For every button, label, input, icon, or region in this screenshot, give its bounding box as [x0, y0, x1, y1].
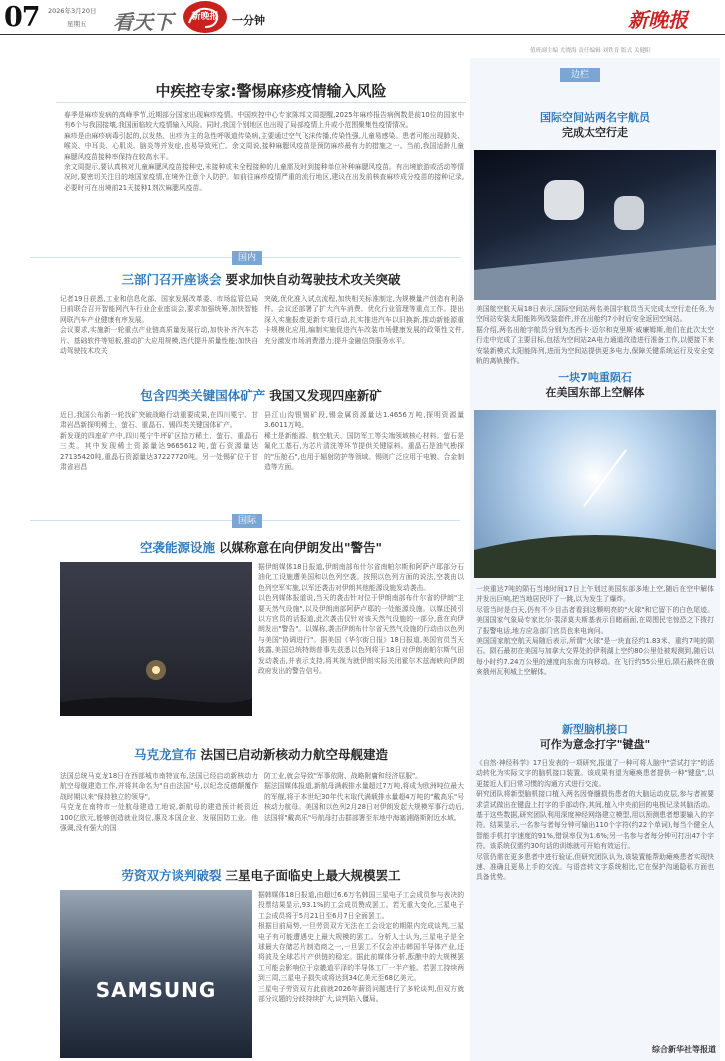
section-subtitle: 一分钟: [232, 14, 265, 27]
section-logo-text: 新晚报: [191, 12, 219, 22]
headline-meteor: [470, 370, 720, 400]
body-carrier-left: 法国总统马克龙18日在西部城市南特宣布,法国已经启动新核动力航空母舰建造工作,并将其命名为"自由法国"号,以纪念反德颠覆作战时期以来"保持独立的领导"。 马克龙在南特市一处航母建造工地说,新航母的建造预计耗资近100亿欧元,能够创造就业岗位,惠及本国企业、发展国防工业。他强调,没有强大的国: [60, 772, 258, 833]
sidebar-column: [470, 58, 720, 1061]
issue-date: 2026年3月20日: [48, 7, 97, 15]
headline-iss: [470, 110, 720, 140]
headline-meteor-line2: 在美国东部上空解体: [545, 386, 645, 399]
article-measles: [56, 80, 466, 256]
headline-iss-line1: 国际空间站两名宇航员: [540, 111, 650, 124]
body-mines-left: 近日,我国公布新一轮找矿突破战略行动重要成果,在四川冕宁、甘肃岩昌新探明稀土、萤石、重晶石、锡四类关键国体矿产。 新发现的四座矿产中,四川冕宁牛坪矿区拾万稀土、萤石、重晶石三类。其中发现稀土资源量达9665612吨,萤石资源量达27135420吨,重晶石资源量达37227720吨。另一处锡矿位于甘肃省岩昌: [60, 411, 258, 472]
caption-iss: 美国航空航天局18日表示,国际空间站两名美国宇航员当天完成太空行走任务,为空间站安装太阳能阵列改装套件,并在出舱约7小时后安全返回空间站。 据介绍,两名出舱宇航员分别为杰西卡·迈尔和克里斯·威廉姆斯,他们在此次太空行走中完成了主要目标,包括为空间站2A电力通道改造进行准备工作,以便接下来安装新模式太阳能阵列,进而为空间站提供更多电力,保障关键系统运行及安全变轨的离轨操作。: [476, 305, 714, 366]
article-carrier: [56, 745, 466, 857]
paper-logo: 新晚报: [628, 8, 688, 32]
divider: [56, 102, 466, 103]
body-carrier-right: 防工业,就会导致"军事依附、战略附庸和经济屈服"。 据法国媒体报道,新航母满载排水量超过7万吨,将成为欧洲吨位最大的军舰,将于本世纪30年代末取代满载排水量超4万吨的"戴高乐"号核动力航母。美国和以色列2月28日对伊朗发起大规模军事行动后,法国将"戴高乐"号航母打击群部署至东地中海塞浦路斯附近水域。: [264, 772, 464, 822]
photo-night-strike-art: [60, 562, 252, 716]
photo-samsung-building: [60, 890, 252, 1058]
headline-bci-line2: 可作为意念打字"键盘": [539, 738, 651, 751]
section-tag-border: 边栏: [560, 68, 600, 82]
headline-carrier: [56, 745, 466, 763]
photo-meteor-art: [474, 410, 716, 578]
headline-mines: [56, 386, 466, 404]
title-carrier: 法国已启动新核动力航空母舰建造: [200, 747, 388, 762]
title-iran: 以媒称意在向伊朗发出"警告": [218, 540, 383, 555]
footer-source: 综合新华社等报道: [652, 1045, 716, 1054]
headline-meteor-line1: 一块7吨重陨石: [558, 371, 632, 384]
body-iran: 据伊朗媒体18日报道,伊朗南部布什尔省南帕尔斯和阿萨卢耶部分石油化工设施遭美国和以色列空袭。按照以色列方面的说法,空袭由以色列空军实施,以军还袭击对伊朗其他能源设施发动袭击。 以色列媒体报道说,当天的袭击针对位于伊朗南部布什尔省的伊朗"主要天然气设施",以及伊朗南部阿萨卢耶的一处能源设施。以媒还援引以方官员的话报道,此次袭击仅针对该天然气设施的一部分,意在向伊朗发出"警告"。以媒称,袭击伊朗布什尔省天然气设施的行动由以色列与美国"协调进行"。据美国《华尔街日报》18日报道,美国官员当天披露,美国总统特朗普事先获悉以色列将于18日对伊朗南帕尔斯气田发动袭击,并表示支持,将其视为就伊朗实际关闭霍尔木兹海峡向伊朗政府发出的警告信号。: [258, 563, 464, 676]
title-autodrive: 要求加快自动驾驶技术攻关突破: [225, 272, 401, 287]
section-tag-domestic: 国内: [232, 251, 262, 265]
section-tag-intl: 国际: [232, 514, 262, 528]
kicker-mines: 包含四类关键国体矿产: [140, 388, 266, 403]
kicker-iran: 空袭能源设施: [139, 540, 215, 555]
body-mines-right: 县江山沟银锡矿段,锡金属资源量达1.4656万吨,探明资源量3.6011万吨。 稀土是新能源、航空航天、国防军工等尖端领域核心材料。萤石是氟化工基石,为芯片清洗等环节提供关键原料。重晶石是油气勘探的"压舱石",也用于辐射防护等领域。锡则广泛应用于电镀、合金制造等方面。: [264, 411, 464, 472]
masthead-rule: [0, 34, 725, 35]
title-samsung: 三星电子面临史上最大规模罢工: [225, 868, 401, 883]
kicker-carrier: 马克龙宣布: [133, 747, 197, 762]
body-samsung: 据韩媒体18日报道,由超过6.6万名韩国三星电子工会成员参与表决的投票结果显示,93.1%的工会成员赞成罢工。若无重大变化,三星电子工会成员将于5月21日至6月7日全面罢工。 根据目前局势,一旦劳资双方无法在工会设定的期限内完成谈判,三星电子有可能遭遇史上最大规模的罢工。分析人士认为,三星电子是全球最大存储芯片制造商之一,一旦罢工不仅会冲击韩国半导体产业,还将波及全球芯片产供链的稳定。据此前媒体分析,酝酿中的大规模罢工可能会影响位于京畿道平泽的半导体工厂一半产能。若罢工持续两到三周,三星电子损失或将达到34亿美元至68亿美元。 三星电子劳资双方此前就2026年薪资问题进行了多轮谈判,但双方就部分议题的分歧持续扩大,谈判陷入僵局。: [258, 891, 464, 1004]
headline-bci-line1: 新型脑机接口: [562, 723, 628, 736]
article-samsung: [56, 866, 466, 1061]
headline-measles: 中疾控专家:警惕麻疹疫情输入风险: [155, 82, 387, 100]
article-autodrive: [56, 270, 466, 380]
photo-spacewalk-art: [474, 150, 716, 300]
body-autodrive-left: 记者19日获悉,工业和信息化部、国家发展改革委、市场监管总局日前联合召开智能网汽车行业企业座谈会,要求加强统筹,加快智能网联汽车产业健康有序发展。 会议要求,实施新一轮重点产业链高质量发展行动,加快补齐汽车芯片、基础软件等短板,推动扩大应用规模,迭代提升质量性能;加快自动驾驶技术攻关: [60, 295, 258, 356]
headline-iss-line2: 完成太空行走: [562, 126, 628, 139]
body-measles: 春季是麻疹发病的高峰季节,近期部分国家出现麻疹疫情。中国疾控中心专家陈邦文周提醒,2025年麻疹报告病例数是前10位的国家中有6个与我国接壤,我国面临较大疫情输入风险。同时,我国个别地区也出现了局部疫情上升或小范围聚集性疫情情况。 麻疹是由麻疹病毒引起的,以发热、出疹为主的急性呼吸道传染病,主要通过空气飞沫传播,传染性强,儿童易感染。患者可能出现肺炎、喉炎、中耳炎、心肌炎、脑炎等并发症,也易导致死亡。余文周说,接种麻腮风疫苗是预防麻疹最有力的措施之一。当前,我国适龄儿童麻腮风疫苗接种率保持在较高水平。 余文周提示,要认真核对儿童麻腮风疫苗接种史,未接种或未全程接种的儿童需及时到接种单位补种麻腮风疫苗。有出境旅游或活动等情况时,要密切关注目的地国家疫情,在境外注意个人防护。如前往麻疹疫情严重的流行地区,建议在出发前核查麻疹成分疫苗的接种记录,必要时可在出境前21天接种1剂次麻腮风疫苗。: [64, 111, 464, 192]
headline-autodrive: [56, 270, 466, 288]
title-mines: 我国又发现四座新矿: [269, 388, 382, 403]
headline-bci: [470, 722, 720, 752]
page-number: 07: [4, 2, 40, 33]
photo-night-strike: [60, 562, 252, 716]
kicker-samsung: 劳资双方谈判破裂: [121, 868, 222, 883]
section-title: 看天下: [113, 10, 173, 34]
photo-spacewalk: [474, 150, 716, 300]
article-mines: [56, 386, 466, 502]
headline-iran: [56, 538, 466, 556]
article-iran: [56, 538, 466, 738]
photo-meteor: [474, 410, 716, 578]
kicker-autodrive: 三部门召开座谈会: [121, 272, 222, 287]
body-bci: 《自然·神经科学》17日发表的一项研究,报道了一种可将人脑中"尝试打字"的活动转化为实际文字的脑机接口装置。该成果有望为瘫痪患者提供一种"键盘",以更接近人们日常习惯的沟通方式进行交流。 研究团队将新型脑机接口植入两名因脊髓损伤患者的大脑运动皮层,参与者被要求尝试做出在键盘上打字的手部动作,其间,植入中央前回的电极记录其脑活动。基于这些数据,研究团队利用深度神经网络建立模型,用以预测患者想要输入的字符。结果显示,一名参与者每分钟可输出110个字符(约22个单词),每当个健全人智能手机打字速度的91%,错误率仅为1.6%;另一名参与者每分钟可打出47个字符。该系统仅需约30句话的训练就可开始有效运行。 尽管仍需在更多患者中进行验证,但研究团队认为,该装置能帮助瘫痪患者实现快速、准确且更易上手的交流。与语音转文字系统相比,它在保护沟通隐私方面也具备优势。: [476, 759, 714, 882]
editor-credits: 值班副主编 尤晓海 责任编辑 刘铁肯 版式 关健阳: [530, 48, 651, 54]
issue-weekday: 星期五: [67, 20, 87, 28]
masthead: [0, 0, 725, 34]
section-logo: [183, 1, 227, 33]
samsung-sign: SAMSUNG: [95, 978, 217, 1002]
headline-samsung: [56, 866, 466, 884]
body-autodrive-right: 突破,优化准入试点流程,加快相关标准制定,为规模量产创造有利条件。会议还部署了扩大汽车消费、优化行业管理等重点工作。提出深入实施报废更新专项行动,扎实推进汽车以旧换新,推动新能源重卡规模化应用,编制实施促进汽车改装市场健康发展的政策性文件,充分激发市场消费潜力;提升金融信贷服务水平。: [264, 295, 464, 345]
caption-meteor: 一块重达7吨的陨石当地时间17日上午划过美国东部多地上空,随后在空中解体并发出巨响,把当地居民吓了一跳,以为发生了爆炸。 尽管当时是白天,仍有不少目击者看到这颗明亮的"火球"和它留下的白色尾迹。美国国家气象局专家比尔·裴泽莫夫斯基表示目睹画面,在周围民宅惊恐之下拨打了报警电话,地方应急部门官员也来电询问。 美国国家航空航天局随后表示,所谓"火球"是一块直径约1.83米、重约7吨的陨石。陨石最初在美国与加拿大交界处的伊利湖上空约80公里处被观测到,随后以每小时约7.24万公里的速度向东南方向移动。在飞行约55公里后,陨石最终在俄亥俄州瓦利城上空解体。: [476, 585, 714, 677]
